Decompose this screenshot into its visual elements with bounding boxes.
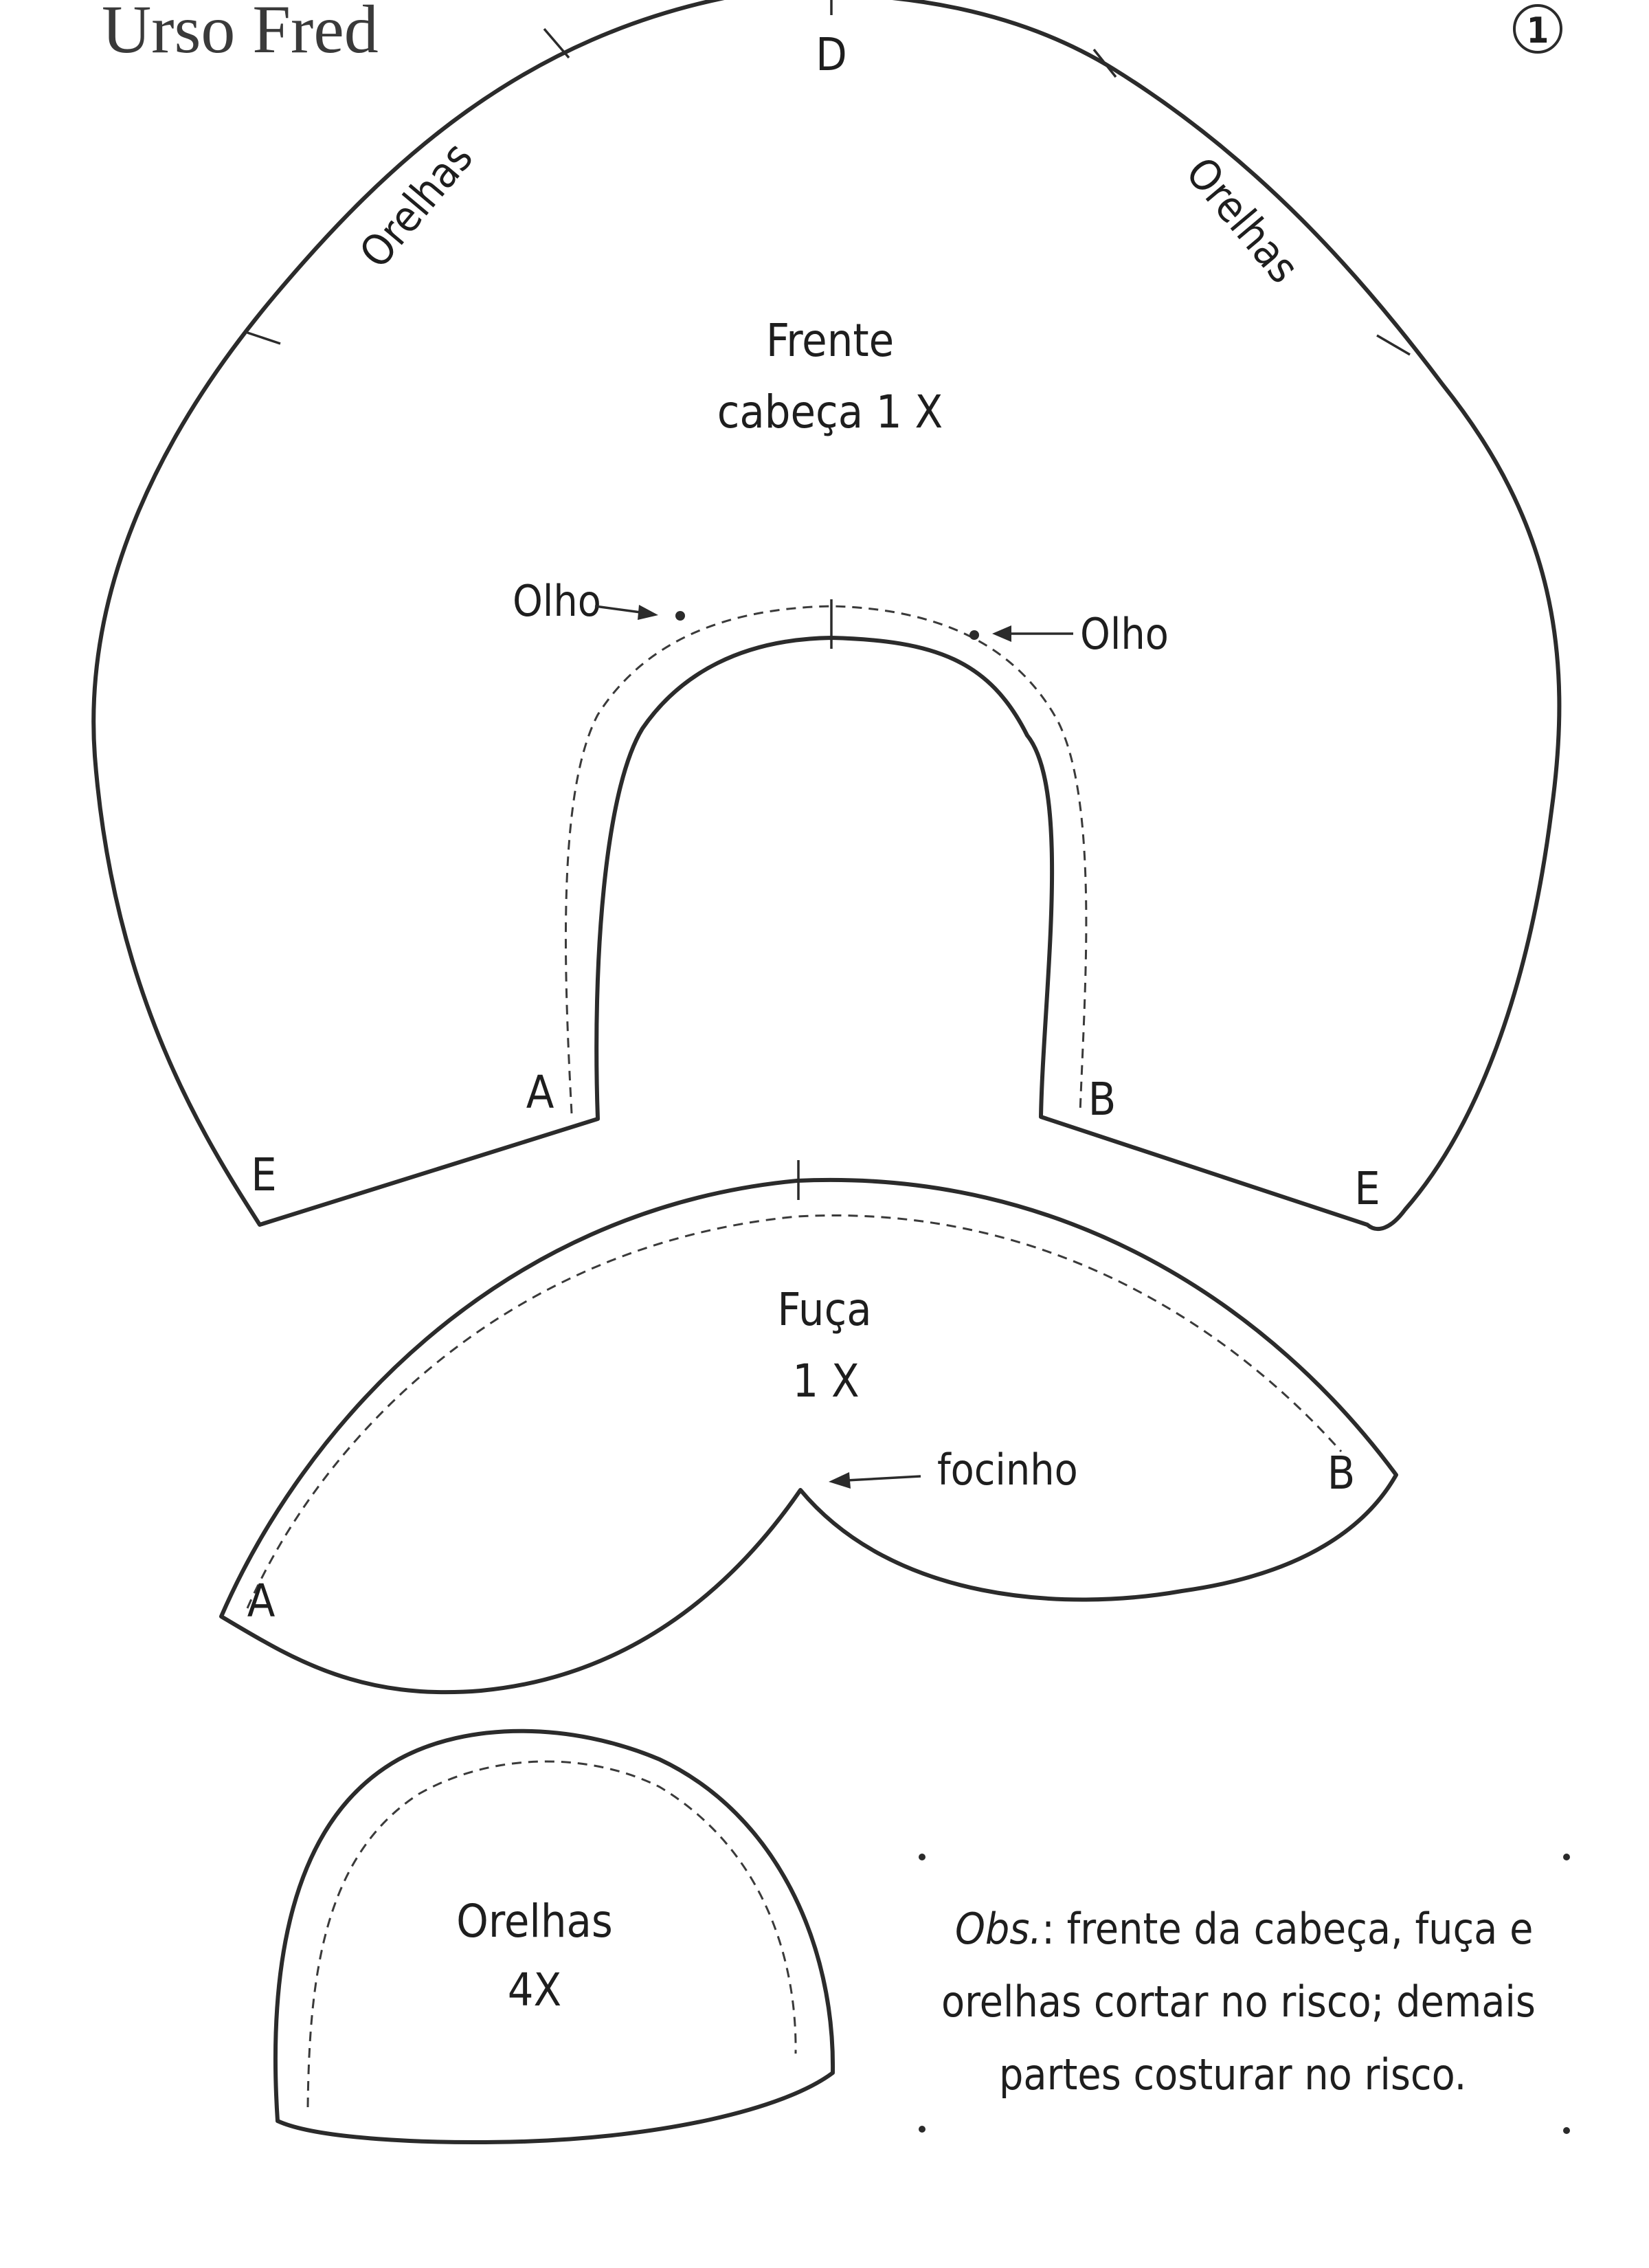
nose-label: focinho <box>937 1445 1078 1495</box>
head-front-title: Frente <box>765 314 895 367</box>
nose-arrow <box>846 1476 921 1480</box>
note-line-3: partes costurar no risco. <box>999 2049 1467 2100</box>
eye-right-label: Olho <box>1080 609 1169 659</box>
ear-left-label: Orelhas <box>349 132 483 278</box>
note-corner-dot <box>1563 1854 1570 1860</box>
eye-right-dot <box>969 630 979 640</box>
page-number: 1 <box>1526 10 1549 52</box>
note-line-1 <box>955 1904 1533 1954</box>
eye-right-arrow-head <box>992 625 1011 642</box>
ear-title: Orelhas <box>456 1895 613 1948</box>
ear-quantity: 4X <box>507 1964 562 2016</box>
note-line-2: orelhas cortar no risco; demais <box>941 1977 1536 2027</box>
head-front-piece <box>93 0 1559 1229</box>
note-line-1-text: : frente da cabeça, fuça e <box>1042 1904 1534 1954</box>
head-front-quantity: cabeça 1 X <box>717 386 943 438</box>
snout-quantity: 1 X <box>792 1355 860 1408</box>
head-point-a: A <box>526 1066 554 1119</box>
head-front-outline <box>93 0 1559 1229</box>
eye-left-arrow <box>595 606 646 613</box>
snout-point-a: A <box>247 1575 276 1627</box>
notch-ear-left-bottom <box>247 333 280 344</box>
head-point-b: B <box>1088 1073 1117 1126</box>
note-prefix: Obs. <box>955 1904 1042 1954</box>
snout-outline <box>221 1180 1396 1692</box>
snout-title: Fuça <box>777 1283 872 1336</box>
ear-right-label: Orelhas <box>1176 147 1310 293</box>
eye-left-label: Olho <box>513 576 601 626</box>
head-point-e-left: E <box>251 1148 277 1201</box>
page-title: Urso Fred <box>102 0 379 67</box>
mark-d-label: D <box>816 28 847 81</box>
page-number-badge <box>1514 5 1561 52</box>
snout-point-b: B <box>1327 1447 1356 1500</box>
eye-left-arrow-head <box>638 605 658 620</box>
instructions-note <box>919 1854 1570 2134</box>
notch-ear-left-top <box>544 29 569 58</box>
head-front-seam-line <box>565 606 1086 1113</box>
nose-arrow-head <box>829 1472 851 1489</box>
note-corner-dot <box>919 1854 926 1860</box>
note-corner-dot <box>919 2126 926 2133</box>
head-point-e-right: E <box>1354 1162 1380 1215</box>
ear-piece <box>276 1731 833 2142</box>
note-corner-dot <box>1563 2127 1570 2134</box>
snout-piece <box>221 1160 1396 1692</box>
eye-left-dot <box>675 611 685 621</box>
notch-ear-right-top <box>1094 49 1116 77</box>
